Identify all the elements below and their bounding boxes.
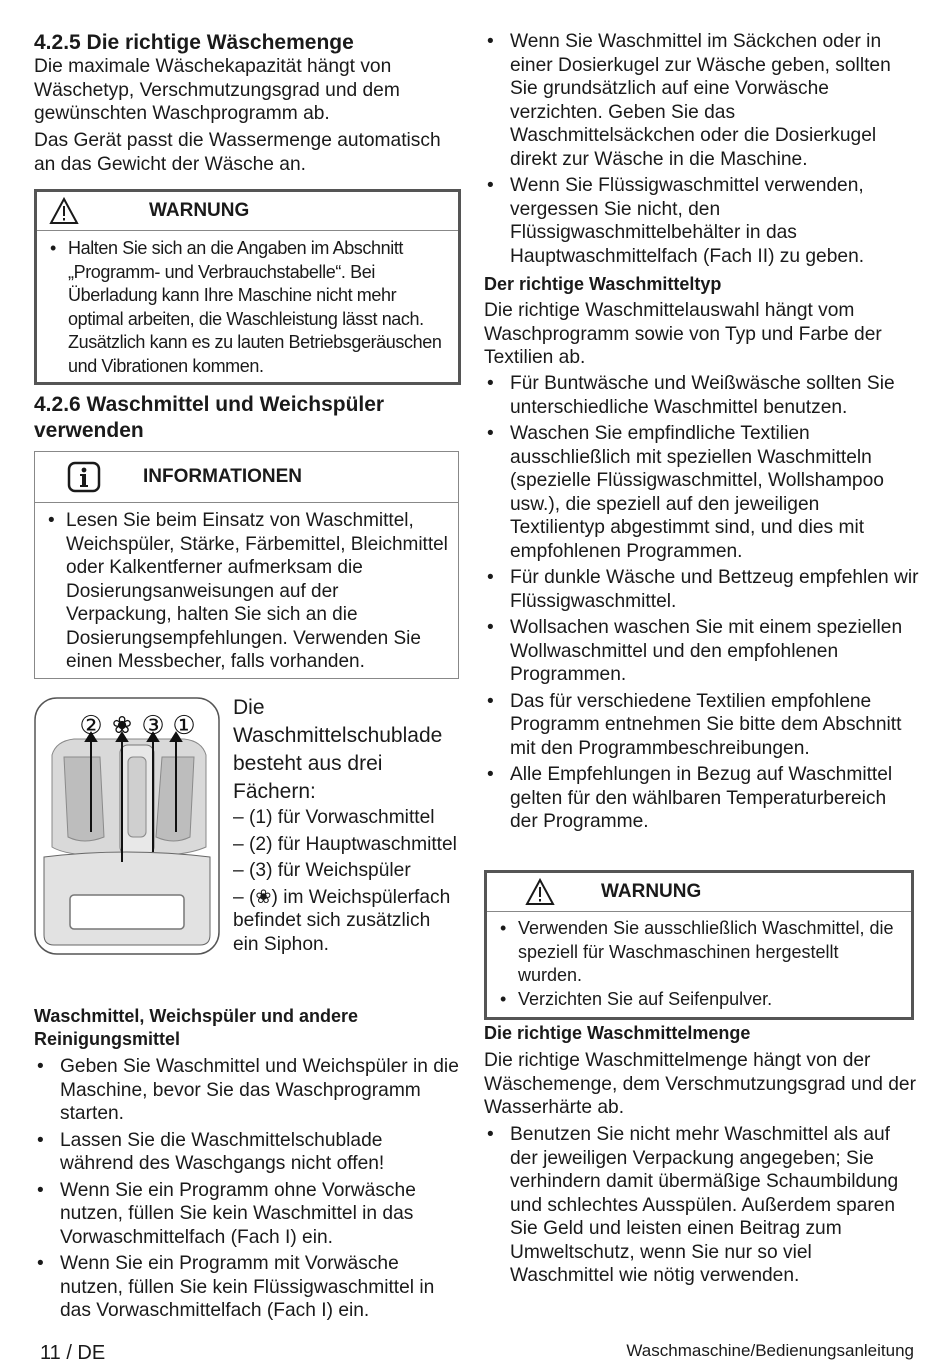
drawer-line: – (1) für Vorwaschmittel	[233, 807, 435, 828]
warning-header	[37, 192, 458, 231]
list-item: • Geben Sie Waschmittel und Weichspüler in die Maschine, bevor Sie das Waschprogramm starten.	[34, 1055, 459, 1126]
page-number: 11 / DE	[40, 1342, 106, 1364]
list-item: • Wenn Sie ein Programm ohne Vorwäsche nutzen, füllen Sie kein Waschmittel in das Vorwaschmittelfach (Fach I) ein.	[34, 1179, 459, 1250]
label-compartment-1: ①	[172, 711, 196, 741]
drawer-line-part: – (	[233, 886, 256, 908]
list-item: • Halten Sie sich an die Angaben im Abschnitt „Programm- und Verbrauchstabelle“. Bei Überladung kann Ihre Maschine nicht mehr optimal arbeiten, die Waschleistung lässt nach. Zusätzlich kann es zu lauten Betriebsgeräuschen und Vibrationen kommen.	[37, 237, 450, 378]
info-title: INFORMATIONEN	[143, 466, 303, 487]
label-siphon: ❀	[111, 711, 133, 739]
paragraph: Das Gerät passt die Wassermenge automatisch an das Gewicht der Wäsche an.	[34, 130, 441, 175]
warning-title: WARNUNG	[601, 881, 702, 902]
paragraph: Die maximale Wäschekapazität hängt von Wäschetyp, Verschmutzungsgrad und dem gewünschten Waschprogramm ab.	[34, 56, 400, 124]
list-item: • Wenn Sie Waschmittel im Säckchen oder in einer Dosierkugel zur Wäsche geben, sollten Sie grundsätzlich auf eine Vorwäsche verzichten. Geben Sie das Waschmittelsäckchen oder die Dosierkugel direkt zur Wäsche in die Maschine.	[484, 30, 919, 171]
drawer-description	[233, 694, 458, 956]
warning-triangle-icon	[525, 878, 555, 906]
type-list	[484, 372, 919, 834]
detergent-drawer-illustration	[34, 697, 220, 955]
siphon-icon: ❀	[255, 886, 272, 908]
list-item: • Waschen Sie empfindliche Textilien ausschließlich mit speziellen Waschmitteln (spezielle Flüssigwaschmittel, Wollshampoo usw.), die speziell auf den jeweiligen Textilientyp abgestimmt sind, und dies mit empfohlenen Programmen.	[484, 422, 919, 563]
drawer-line: – (3) für Weichspüler	[233, 860, 411, 881]
section-title-426: 4.2.6 Waschmittel und Weichspüler verwenden	[34, 393, 385, 442]
subsection-title: Die richtige Waschmittelmenge	[484, 1023, 751, 1043]
list-item: • Für Buntwäsche und Weißwäsche sollten Sie unterschiedliche Waschmittel benutzen.	[484, 372, 919, 419]
list-item: • Alle Empfehlungen in Bezug auf Waschmittel gelten für den wählbaren Temperaturbereich der Programme.	[484, 763, 919, 834]
list-item: • Wollsachen waschen Sie mit einem speziellen Wollwaschmittel und den empfohlenen Programmen.	[484, 616, 919, 687]
list-item: • Verwenden Sie ausschließlich Waschmittel, die speziell für Waschmaschinen hergestellt wurden.	[487, 917, 905, 988]
list-item: • Wenn Sie Flüssigwaschmittel verwenden, vergessen Sie nicht, den Flüssigwaschmittelbehälter in das Hauptwaschmittelfach (Fach II) zu geben.	[484, 174, 919, 268]
info-box	[34, 451, 459, 679]
paragraph: Die richtige Waschmittelmenge hängt von der Wäschemenge, dem Verschmutzungsgrad und der Wasserhärte ab.	[484, 1050, 916, 1118]
list-item: • Verzichten Sie auf Seifenpulver.	[487, 988, 905, 1012]
document-title: Waschmaschine/Bedienungsanleitung	[626, 1341, 914, 1360]
label-compartment-2: ②	[79, 711, 103, 741]
info-icon	[67, 461, 101, 493]
info-header	[35, 452, 458, 503]
warning-box	[34, 189, 461, 385]
drawer-line	[233, 886, 458, 957]
right-top-list	[484, 30, 919, 268]
list-item: • Lassen Sie die Waschmittelschublade während des Waschgangs nicht offen!	[34, 1129, 459, 1176]
list-item: • Benutzen Sie nicht mehr Waschmittel als auf der jeweiligen Verpackung angegeben; Sie verhindern damit übermäßige Schaumbildung und schlechtes Ausspülen. Außerdem sparen Sie Geld und leisten einen Beitrag zum Umweltschutz, wenn Sie nur so viel Waschmittel wie nötig verwenden.	[484, 1123, 919, 1288]
list-item: • Das für verschiedene Textilien empfohlene Programm entnehmen Sie bitte dem Abschnitt mit den Programmbeschreibungen.	[484, 690, 919, 761]
cleaning-list	[34, 1055, 459, 1323]
warning-triangle-icon	[49, 197, 79, 225]
amount-list	[484, 1123, 919, 1288]
section-title-425: 4.2.5 Die richtige Wäschemenge	[34, 31, 354, 54]
list-item: • Lesen Sie beim Einsatz von Waschmittel, Weichspüler, Stärke, Färbemittel, Bleichmittel oder Kalkentferner aufmerksam die Dosierungsanweisungen auf der Verpackung, halten Sie sich an die Dosierungsempfehlungen. Verwenden Sie einen Messbecher, falls vorhanden.	[35, 509, 448, 674]
subsection-title: Waschmittel, Weichspüler und andere Reinigungsmittel	[34, 1006, 359, 1049]
drawer-line: – (2) für Hauptwaschmittel	[233, 833, 457, 855]
list-item: • Wenn Sie ein Programm mit Vorwäsche nutzen, füllen Sie kein Flüssigwaschmittel in das Vorwaschmittelfach (Fach I) ein.	[34, 1252, 459, 1323]
drawer-line-part: ) im Weichspülerfach befindet sich zusätzlich ein Siphon.	[233, 886, 451, 955]
warning-header	[487, 873, 911, 912]
drawer-intro: Die Waschmittelschublade besteht aus drei Fächern:	[233, 696, 443, 803]
warning-title: WARNUNG	[149, 200, 250, 221]
list-item: • Für dunkle Wäsche und Bettzeug empfehlen wir Flüssigwaschmittel.	[484, 566, 919, 613]
subsection-title: Der richtige Waschmitteltyp	[484, 274, 722, 294]
label-compartment-3: ③	[141, 711, 165, 741]
paragraph: Die richtige Waschmittelauswahl hängt vom Waschprogramm sowie von Typ und Farbe der Textilien ab.	[484, 300, 882, 368]
warning-box	[484, 870, 914, 1020]
